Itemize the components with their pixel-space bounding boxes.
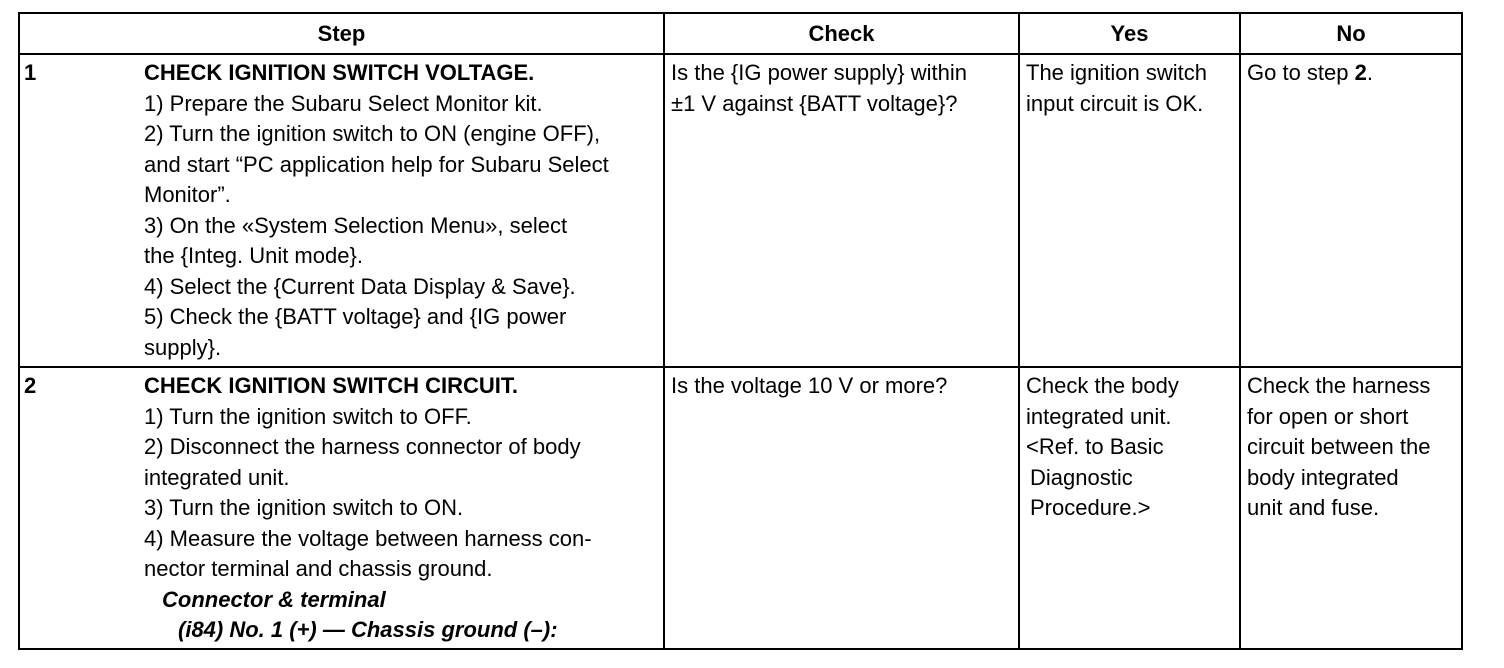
no-cell bbox=[1240, 54, 1462, 367]
yes-line: The ignition switch bbox=[1026, 60, 1207, 85]
step-body bbox=[144, 55, 663, 363]
check-line: Is the voltage 10 V or more? bbox=[671, 373, 948, 398]
yes-line: <Ref. to Basic bbox=[1026, 434, 1164, 459]
step-number: 2 bbox=[24, 373, 37, 398]
step-line: 1) Turn the ignition switch to OFF. bbox=[144, 403, 472, 429]
yes-line: Procedure.> bbox=[1030, 495, 1151, 520]
no-line: body integrated bbox=[1247, 464, 1399, 490]
step-cell bbox=[19, 367, 664, 649]
step-line: 1) Prepare the Subaru Select Monitor kit. bbox=[144, 90, 543, 116]
step-line: and start “PC application help for Subaru Select bbox=[144, 151, 609, 177]
connector-heading: Connector & terminal bbox=[162, 586, 386, 612]
yes-line: integrated unit. bbox=[1026, 403, 1172, 429]
no-line: circuit between the bbox=[1247, 434, 1431, 459]
no-line: Check the harness bbox=[1247, 373, 1431, 398]
no-prefix: Go to step bbox=[1247, 60, 1355, 85]
no-line: unit and fuse. bbox=[1247, 495, 1380, 520]
yes-line: Check the body bbox=[1026, 373, 1179, 398]
header-no: No bbox=[1240, 13, 1462, 54]
header-step: Step bbox=[19, 13, 664, 54]
step-line: 5) Check the {BATT voltage} and {IG power bbox=[144, 304, 567, 329]
no-cell bbox=[1240, 367, 1462, 649]
connector-detail: (i84) No. 1 (+) — Chassis ground (–): bbox=[178, 617, 558, 642]
header-check: Check bbox=[664, 13, 1019, 54]
step-line: 4) Select the {Current Data Display & Save}. bbox=[144, 273, 576, 299]
step-line: 2) Disconnect the harness connector of body bbox=[144, 434, 581, 459]
yes-line: input circuit is OK. bbox=[1026, 90, 1204, 116]
no-step-link: 2 bbox=[1354, 60, 1367, 85]
yes-line: Diagnostic bbox=[1030, 464, 1133, 490]
no-suffix: . bbox=[1366, 60, 1373, 85]
step-cell bbox=[19, 54, 664, 367]
check-cell bbox=[664, 54, 1019, 367]
step-body bbox=[144, 368, 663, 646]
step-line: 3) Turn the ignition switch to ON. bbox=[144, 495, 464, 520]
table-row bbox=[19, 367, 1462, 649]
step-line: 3) On the «System Selection Menu», select bbox=[144, 212, 568, 238]
step-line: supply}. bbox=[144, 334, 222, 360]
header-row bbox=[19, 13, 1462, 54]
step-number: 1 bbox=[24, 60, 37, 85]
step-line: Monitor”. bbox=[144, 182, 231, 207]
header-yes: Yes bbox=[1019, 13, 1240, 54]
step-line: 4) Measure the voltage between harness con- bbox=[144, 525, 592, 551]
check-line: ±1 V against {BATT voltage}? bbox=[671, 90, 958, 116]
step-line: the {Integ. Unit mode}. bbox=[144, 243, 363, 268]
step-title: CHECK IGNITION SWITCH CIRCUIT. bbox=[144, 373, 518, 398]
check-line: Is the {IG power supply} within bbox=[671, 60, 967, 85]
no-line: for open or short bbox=[1247, 403, 1409, 429]
step-title: CHECK IGNITION SWITCH VOLTAGE. bbox=[144, 60, 535, 85]
check-cell bbox=[664, 367, 1019, 649]
step-line: 2) Turn the ignition switch to ON (engine OFF), bbox=[144, 121, 601, 146]
yes-cell bbox=[1019, 367, 1240, 649]
step-line: nector terminal and chassis ground. bbox=[144, 556, 493, 581]
yes-cell bbox=[1019, 54, 1240, 367]
diagnostic-table bbox=[18, 12, 1463, 650]
table-row bbox=[19, 54, 1462, 367]
step-line: integrated unit. bbox=[144, 464, 290, 490]
